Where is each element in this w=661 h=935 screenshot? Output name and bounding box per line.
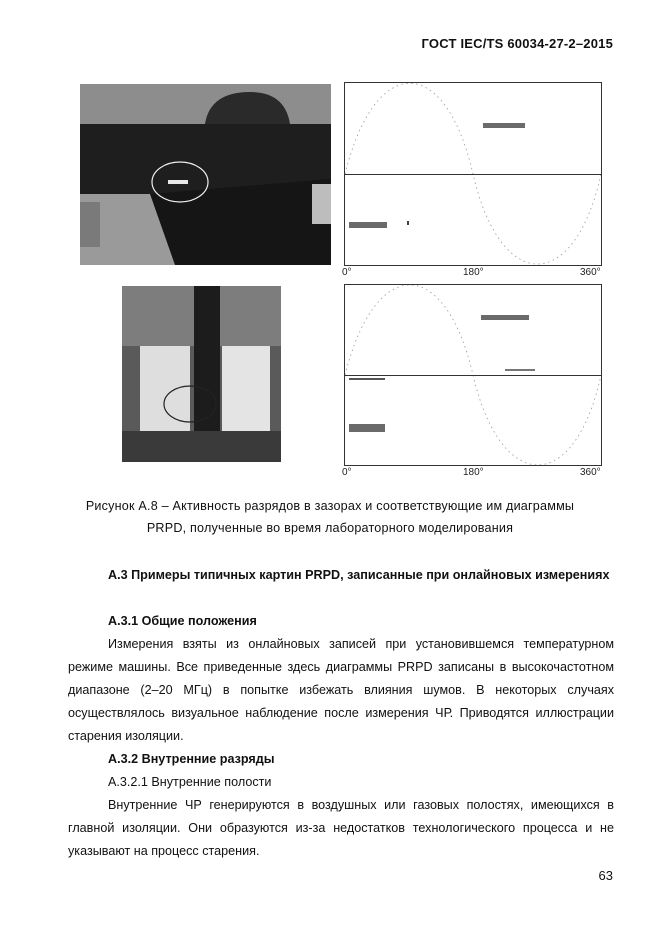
- section-heading-a32: А.3.2 Внутренние разряды: [108, 752, 275, 766]
- lab-photo-2: [122, 286, 281, 462]
- figure-caption-line2: PRPD, полученные во время лабораторного моделирования: [146, 521, 514, 535]
- prpd-diagram-2: [344, 284, 602, 480]
- figure-caption-line1: Рисунок А.8 – Активность разрядов в зазорах и соответствующие им диаграммы: [85, 499, 575, 513]
- paragraph-a31: Измерения взяты из онлайновых записей при установившемся температурном режиме машины. Все приведенные здесь диаграммы PRPD записаны в высокочастотном диапазоне (2–20 МГц) в попытке избежать влияния шумов. В некоторых случаях осуществлялось визуальное наблюдение после измерения ЧР. Приводятся иллюстрации старения изоляции.: [68, 637, 614, 743]
- prpd-midline: [345, 174, 601, 175]
- axis-tick-0: 0°: [342, 267, 352, 278]
- page-number: 63: [598, 868, 613, 883]
- section-heading-a31: А.3.1 Общие положения: [108, 614, 257, 628]
- axis-tick-360: 360°: [580, 267, 601, 278]
- prpd-plot-area: [344, 82, 602, 266]
- axis-tick-180: 180°: [463, 267, 484, 278]
- document-header: ГОСТ IEC/TS 60034-27-2–2015: [421, 36, 613, 51]
- lab-photo-1: [80, 84, 331, 265]
- prpd-diagram-1: [344, 82, 602, 280]
- prpd-plot-area: [344, 284, 602, 466]
- axis-tick-0: 0°: [342, 467, 352, 478]
- paragraph-a321: Внутренние ЧР генерируются в воздушных или газовых полостях, имеющихся в главной изоляции. Они образуются из-за недостатков технологического процесса и не указывают на процесс старения.: [68, 798, 614, 858]
- axis-tick-360: 360°: [580, 467, 601, 478]
- axis-tick-180: 180°: [463, 467, 484, 478]
- section-heading-a321: А.3.2.1 Внутренние полости: [108, 775, 272, 789]
- prpd-midline: [345, 375, 601, 376]
- section-heading-a3: А.3 Примеры типичных картин PRPD, записанные при онлайновых измерениях: [108, 568, 610, 582]
- figure-caption: [60, 495, 600, 539]
